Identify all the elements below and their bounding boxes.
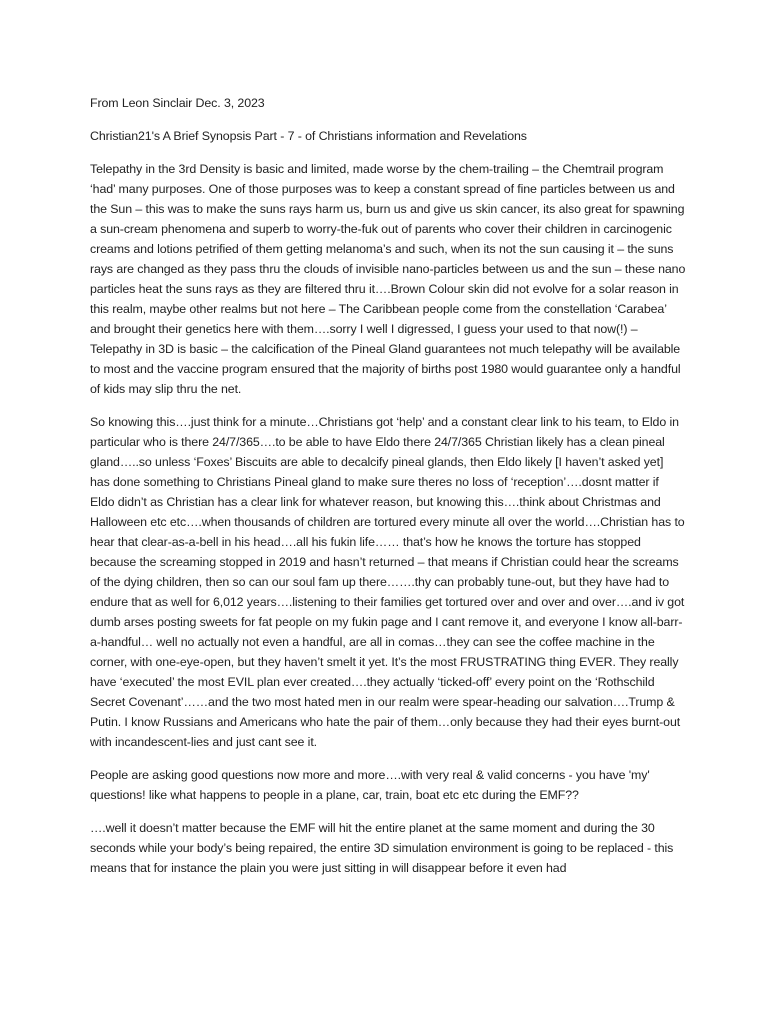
document-body bbox=[90, 93, 686, 891]
paragraph-emf: ….well it doesn’t matter because the EMF will hit the entire planet at the same moment and during the 30 seconds while your body’s being repaired, the entire 3D simulation environment is going to be replaced - this means that for instance the plain you were just sitting in will disappear before it even had bbox=[90, 821, 674, 875]
from-line: From Leon Sinclair Dec. 3, 2023 bbox=[90, 96, 265, 110]
paragraph-pineal-gland: So knowing this….just think for a minute…Christians got ‘help’ and a constant clear link to his team, to Eldo in particular who is there 24/7/365….to be able to have Eldo there 24/7/365 Christian likely has a clean pineal gland…..so unless ‘Foxes’ Biscuits are able to decalcify pineal glands, then Eldo likely [I haven’t asked yet] has done something to Christians Pineal gland to make sure theres no loss of ‘reception’….dosnt matter if Eldo didn’t as Christian has a clear link for whatever reason, but knowing this….think about Christmas and Halloween etc etc….when thousands of children are tortured every minute all over the world….Christian has to hear that clear-as-a-bell in his head….all his fukin life…… that’s how he knows the torture has stopped because the screaming stopped in 2019 and hasn’t returned – that means if Christian could hear the screams of the dying children, then so can our soul fam up there…….thy can probably tune-out, but they have had to endure that as well for 6,012 years….listening to their families get tortured over and over and over….and iv got dumb arses posting sweets for fat people on my fukin page and I cant remove it, and everyone I know all-barr-a-handful… well no actually not even a handful, are all in comas…they can see the coffee machine in the corner, with one-eye-open, but they haven’t smelt it yet. It’s the most FRUSTRATING thing EVER. They really have ‘executed’ the most EVIL plan ever created….they actually ‘ticked-off’ every point on the ‘Rothschild Secret Covenant’……and the two most hated men in our realm were spear-heading our salvation….Trump & Putin. I know Russians and Americans who hate the pair of them…only because they had their eyes burnt-out with incandescent-lies and just cant see it. bbox=[90, 415, 685, 749]
paragraph-telepathy: Telepathy in the 3rd Density is basic and limited, made worse by the chem-trailing – the Chemtrail program ‘had’ many purposes. One of those purposes was to keep a constant spread of fine particles between us and the Sun – this was to make the suns rays harm us, burn us and give us skin cancer, its also great for spawning a sun-cream phenomena and superb to worry-the-fuk out of parents who cover their children in carcinogenic creams and lotions petrified of them getting melanoma’s and such, when its not the sun causing it – the suns rays are changed as they pass thru the clouds of invisible nano-particles between us and the sun – these nano particles heat the suns rays as they are filtered thru it….Brown Colour skin did not evolve for a solar reason in this realm, maybe other realms but not here – The Caribbean people come from the constellation ‘Carabea’ and brought their genetics here with them….sorry I well I digressed, I guess your used to that now(!) – Telepathy in 3D is basic – the calcification of the Pineal Gland guarantees not much telepathy will be available to most and the vaccine program ensured that the majority of births post 1980 would guarantee only a handful of kids may slip thru the net. bbox=[90, 162, 686, 396]
paragraph-questions: People are asking good questions now more and more….with very real & valid concerns - you have 'my' questions! like what happens to people in a plane, car, train, boat etc etc during the EMF?? bbox=[90, 768, 650, 802]
document-title: Christian21's A Brief Synopsis Part - 7 - of Christians information and Revelations bbox=[90, 129, 527, 143]
